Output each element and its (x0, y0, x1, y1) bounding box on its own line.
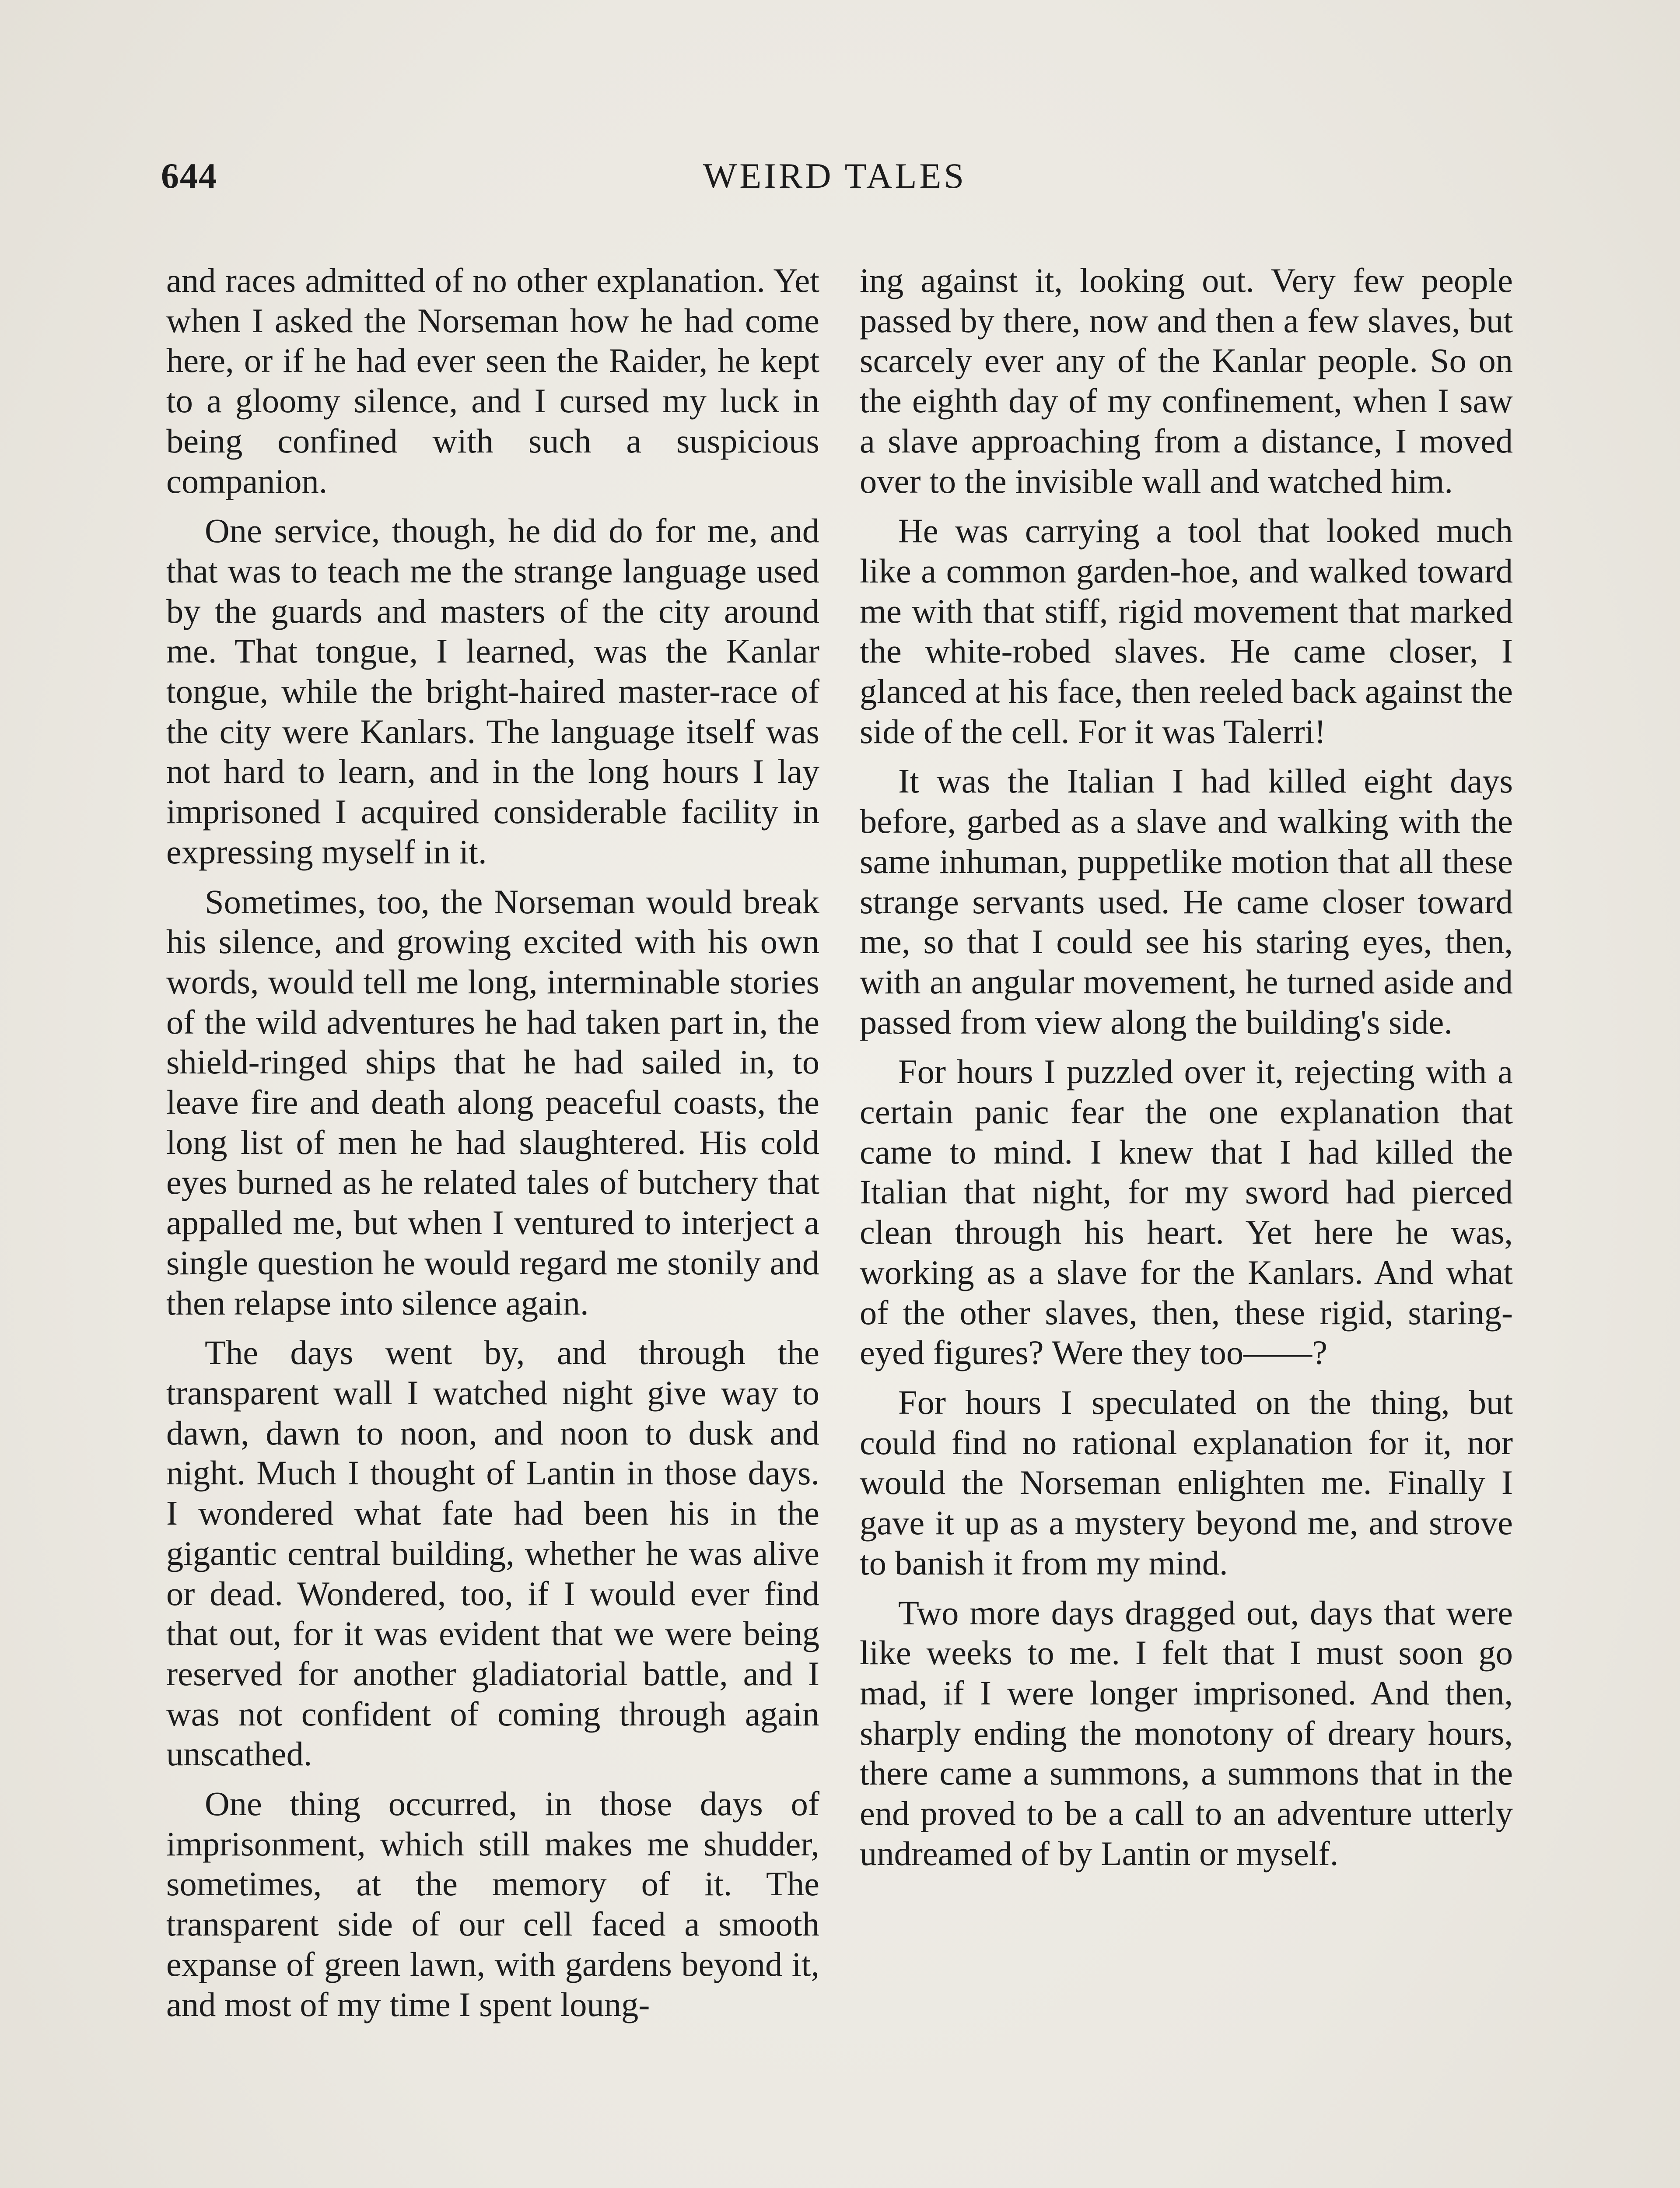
paragraph: and races admitted of no other explanation. Yet when I asked the Norseman how he had come here, or if he had ever seen the Raider, he kept to a gloomy silence, and I cursed my luck in being confined with such a suspicious companion. (166, 261, 819, 500)
paragraph: One thing occurred, in those days of imprisonment, which still makes me shudder, sometimes, at the memory of it. The transparent side of our cell faced a smooth expanse of green lawn, with gardens beyond it, and most of my time I spent loung- (166, 1785, 819, 2023)
running-title: WEIRD TALES (703, 156, 967, 196)
right-column (860, 260, 1513, 1883)
paragraph: He was carrying a tool that looked much like a common garden-hoe, and walked toward me with that stiff, rigid movement that marked the white-robed slaves. He came closer, I glanced at his face, then reeled back against the side of the cell. For it was Talerri! (860, 512, 1513, 750)
paragraph: ing against it, looking out. Very few people passed by there, now and then a few slaves, but scarcely ever any of the Kanlar people. So on the eighth day of my confinement, when I saw a slave approaching from a distance, I moved over to the invisible wall and watched him. (860, 261, 1513, 500)
left-column (166, 260, 819, 2034)
page-number: 644 (161, 156, 217, 196)
paragraph: It was the Italian I had killed eight days before, garbed as a slave and walking with the same inhuman, puppetlike motion that all these strange servants used. He came closer toward me, so that I could see his staring eyes, then, with an angular movement, he turned aside and passed from view along the building's side. (860, 762, 1513, 1041)
page-header (161, 155, 1508, 208)
paragraph: Sometimes, too, the Norseman would break his silence, and growing excited with his own words, would tell me long, interminable stories of the wild adventures he had taken part in, the shield-ringed ships that he had sailed in, to leave fire and death along peaceful coasts, the long list of men he had slaughtered. His cold eyes burned as he related tales of butchery that appalled me, but when I ventured to interject a single question he would regard me stonily and then relapse into silence again. (166, 882, 819, 1322)
paragraph: For hours I speculated on the thing, but could find no rational explanation for it, nor would the Norseman enlighten me. Finally I gave it up as a mystery beyond me, and strove to banish it from my mind. (860, 1383, 1513, 1582)
paragraph: Two more days dragged out, days that were like weeks to me. I felt that I must soon go mad, if I were longer imprisoned. And then, sharply ending the monotony of dreary hours, there came a summons, a summons that in the end proved to be a call to an adventure utterly undreamed of by Lantin or myself. (860, 1593, 1513, 1872)
paragraph: One service, though, he did do for me, and that was to teach me the strange language used by the guards and masters of the city around me. That tongue, I learned, was the Kanlar tongue, while the bright-haired master-race of the city were Kanlars. The language itself was not hard to learn, and in the long hours I lay imprisoned I acquired considerable facility in expressing myself in it. (166, 512, 819, 871)
paragraph: The days went by, and through the transparent wall I watched night give way to dawn, dawn to noon, and noon to dusk and night. Much I thought of Lantin in those days. I wondered what fate had been his in the gigantic central building, whether he was alive or dead. Wondered, too, if I would ever find that out, for it was evident that we were being reserved for another gladiatorial battle, and I was not confident of coming through again unscathed. (166, 1333, 819, 1773)
paragraph: For hours I puzzled over it, rejecting with a certain panic fear the one explanation that came to mind. I knew that I had killed the Italian that night, for my sword had pierced clean through his heart. Yet here he was, working as a slave for the Kanlars. And what of the other slaves, then, these rigid, staring-eyed figures? Were they too——? (860, 1052, 1513, 1372)
